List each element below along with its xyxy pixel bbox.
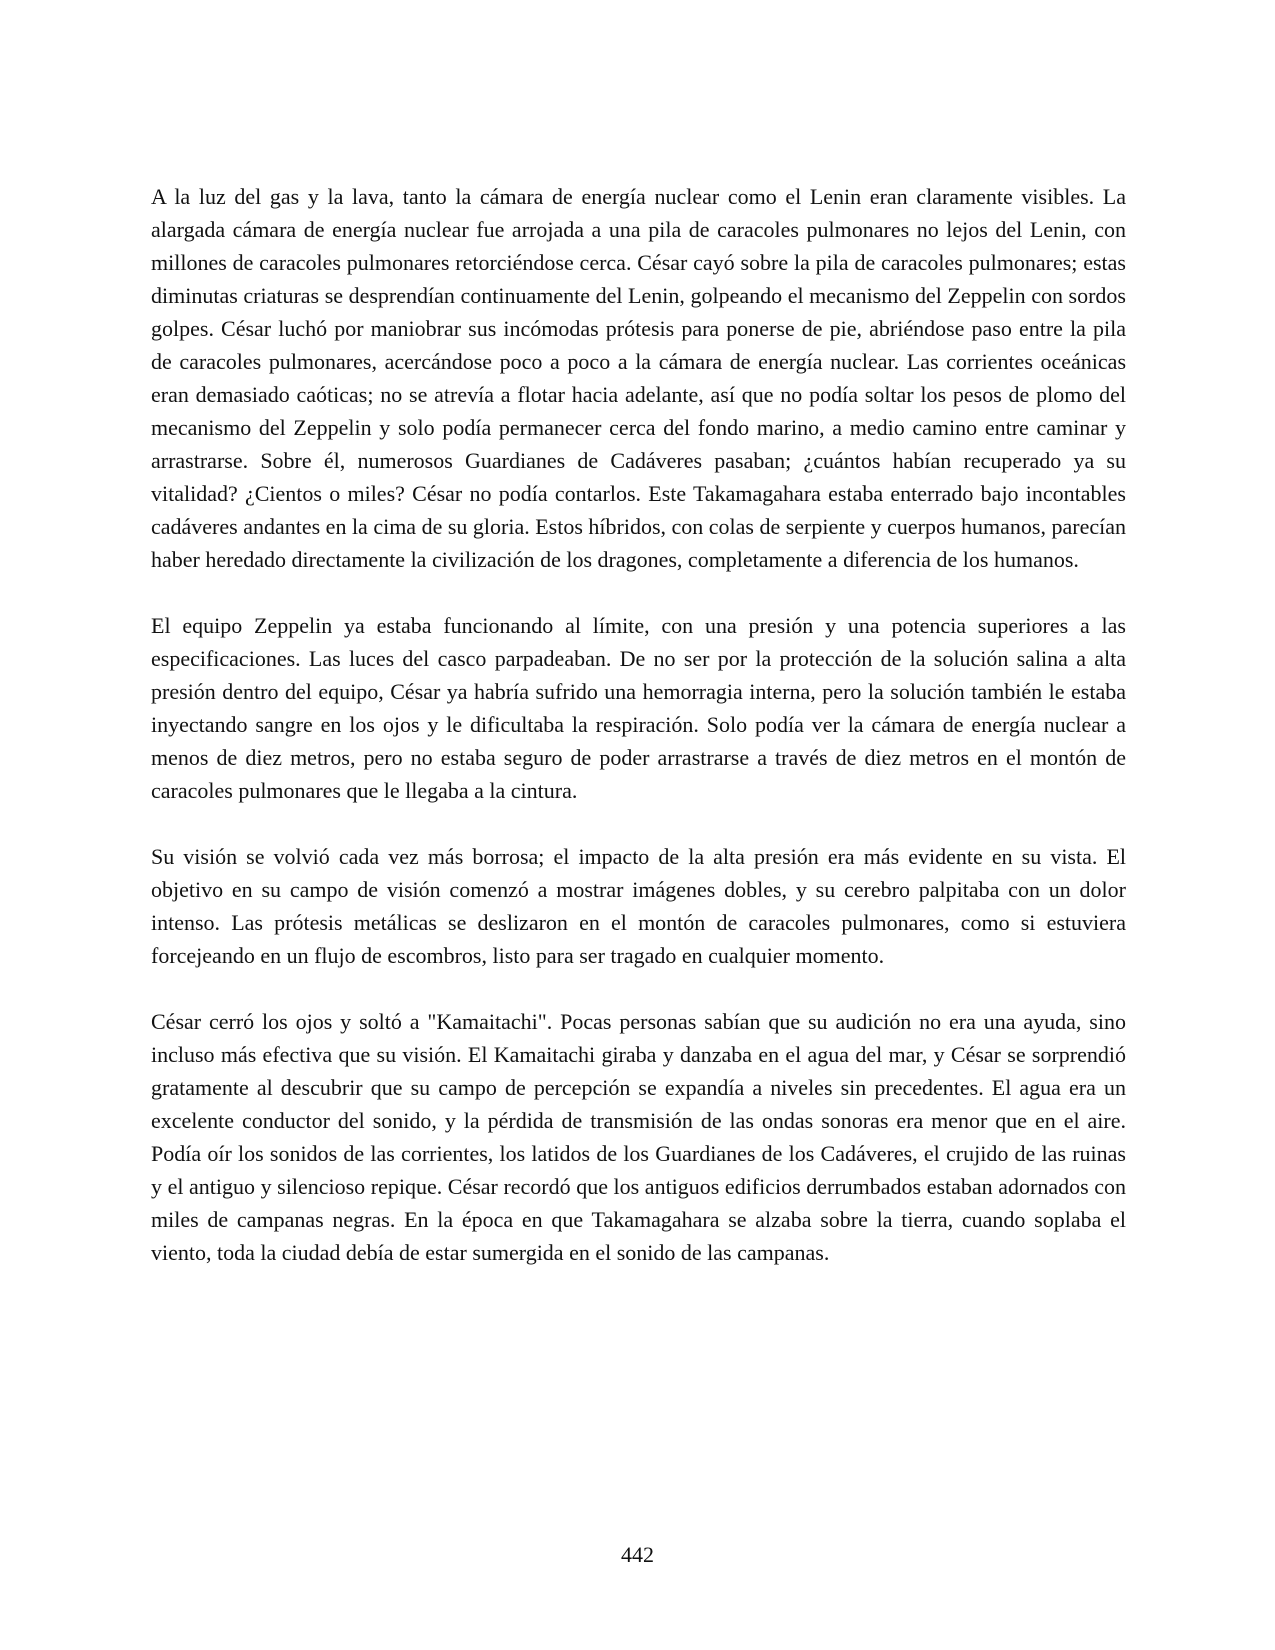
paragraph-3: Su visión se volvió cada vez más borrosa; el impacto de la alta presión era más evidente en su vista. El objetivo en su campo de visión comenzó a mostrar imágenes dobles, y su cerebro palpitaba con un dolor intenso. Las prótesis metálicas se deslizaron en el montón de caracoles pulmonares, como si estuviera forcejeando en un flujo de escombros, listo para ser tragado en cualquier momento.: [151, 844, 1126, 968]
paragraph-2: El equipo Zeppelin ya estaba funcionando al límite, con una presión y una potencia superiores a las especificaciones. Las luces del casco parpadeaban. De no ser por la protección de la solución salina a alta presión dentro del equipo, César ya habría sufrido una hemorragia interna, pero la solución también le estaba inyectando sangre en los ojos y le dificultaba la respiración. Solo podía ver la cámara de energía nuclear a menos de diez metros, pero no estaba seguro de poder arrastrarse a través de diez metros en el montón de caracoles pulmonares que le llegaba a la cintura.: [151, 613, 1126, 803]
paragraph-1: A la luz del gas y la lava, tanto la cámara de energía nuclear como el Lenin eran claramente visibles. La alargada cámara de energía nuclear fue arrojada a una pila de caracoles pulmonares no lejos del Lenin, con millones de caracoles pulmonares retorciéndose cerca. César cayó sobre la pila de caracoles pulmonares; estas diminutas criaturas se desprendían continuamente del Lenin, golpeando el mecanismo del Zeppelin con sordos golpes. César luchó por maniobrar sus incómodas prótesis para ponerse de pie, abriéndose paso entre la pila de caracoles pulmonares, acercándose poco a poco a la cámara de energía nuclear. Las corrientes oceánicas eran demasiado caóticas; no se atrevía a flotar hacia adelante, así que no podía soltar los pesos de plomo del mecanismo del Zeppelin y solo podía permanecer cerca del fondo marino, a medio camino entre caminar y arrastrarse. Sobre él, numerosos Guardianes de Cadáveres pasaban; ¿cuántos habían recuperado ya su vitalidad? ¿Cientos o miles? César no podía contarlos. Este Takamagahara estaba enterrado bajo incontables cadáveres andantes en la cima de su gloria. Estos híbridos, con colas de serpiente y cuerpos humanos, parecían haber heredado directamente la civilización de los dragones, completamente a diferencia de los humanos.: [151, 184, 1126, 572]
page-body: [151, 180, 1126, 1302]
paragraph-4: César cerró los ojos y soltó a "Kamaitachi". Pocas personas sabían que su audición no era una ayuda, sino incluso más efectiva que su visión. El Kamaitachi giraba y danzaba en el agua del mar, y César se sorprendió gratamente al descubrir que su campo de percepción se expandía a niveles sin precedentes. El agua era un excelente conductor del sonido, y la pérdida de transmisión de las ondas sonoras era menor que en el aire. Podía oír los sonidos de las corrientes, los latidos de los Guardianes de los Cadáveres, el crujido de las ruinas y el antiguo y silencioso repique. César recordó que los antiguos edificios derrumbados estaban adornados con miles de campanas negras. En la época en que Takamagahara se alzaba sobre la tierra, cuando soplaba el viento, toda la ciudad debía de estar sumergida en el sonido de las campanas.: [151, 1009, 1126, 1265]
page-number: 442: [621, 1542, 654, 1567]
